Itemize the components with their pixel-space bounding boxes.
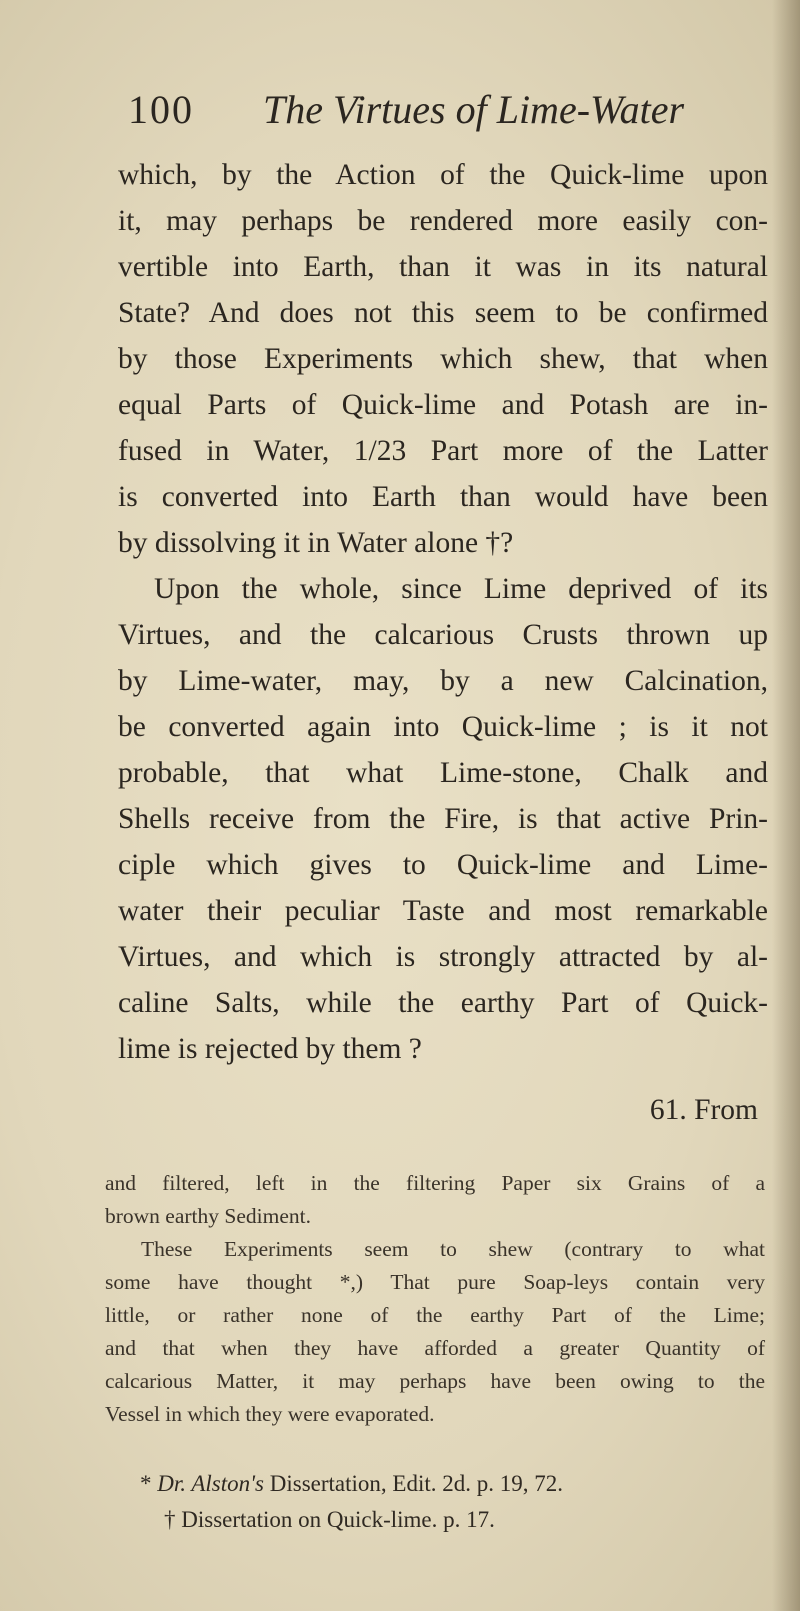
body-line: Shells receive from the Fire, is that active Prin-: [118, 803, 768, 835]
body-line: vertible into Earth, than it was in its natural: [118, 251, 768, 283]
footnote-mark: †: [164, 1507, 176, 1532]
footnote-text: Dissertation, Edit. 2d. p. 19, 72.: [264, 1471, 563, 1496]
note-line: brown earthy Sediment.: [105, 1204, 311, 1228]
page-number: 100: [128, 87, 194, 132]
footnote-author: Dr. Alston's: [157, 1471, 264, 1496]
body-line: it, may perhaps be rendered more easily con-: [118, 205, 768, 237]
body-line: Virtues, and the calcarious Crusts thrown up: [118, 619, 768, 651]
body-line: is converted into Earth than would have been: [118, 481, 768, 513]
footnote: [140, 1502, 760, 1538]
page-header: [128, 80, 728, 140]
body-text: [118, 152, 768, 1072]
body-line: by dissolving it in Water alone †?: [118, 527, 514, 559]
body-line: which, by the Action of the Quick-lime upon: [118, 159, 768, 191]
running-title: The Virtues of Lime-Water: [263, 87, 685, 132]
note-line: calcarious Matter, it may perhaps have been owing to the: [105, 1369, 765, 1393]
footnote: [140, 1466, 760, 1502]
body-line: by those Experiments which shew, that when: [118, 343, 768, 375]
footnote-mark: *: [140, 1471, 152, 1496]
footnote-text: Dissertation on Quick-lime. p. 17.: [175, 1507, 495, 1532]
note-line: These Experiments seem to shew (contrary to what: [141, 1237, 765, 1261]
body-line: by Lime-water, may, by a new Calcination,: [118, 665, 768, 697]
body-line: lime is rejected by them ?: [118, 1033, 422, 1065]
body-line: probable, that what Lime-stone, Chalk and: [118, 757, 768, 789]
body-line: caline Salts, while the earthy Part of Quick-: [118, 987, 768, 1019]
note-line: and that when they have afforded a greater Quantity of: [105, 1336, 765, 1360]
body-line: be converted again into Quick-lime ; is it not: [118, 711, 768, 743]
body-line: fused in Water, 1/23 Part more of the Latter: [118, 435, 768, 467]
note-line: little, or rather none of the earthy Part of the Lime;: [105, 1303, 765, 1327]
body-line: State? And does not this seem to be confirmed: [118, 297, 768, 329]
note-text: [105, 1167, 765, 1431]
body-line: ciple which gives to Quick-lime and Lime-: [118, 849, 768, 881]
catchword: 61. From: [649, 1094, 758, 1126]
body-line: water their peculiar Taste and most remarkable: [118, 895, 768, 927]
footnotes: [140, 1466, 760, 1538]
body-line: equal Parts of Quick-lime and Potash are in-: [118, 389, 768, 421]
body-line: Virtues, and which is strongly attracted by al-: [118, 941, 768, 973]
note-line: Vessel in which they were evaporated.: [105, 1402, 435, 1426]
note-line: and filtered, left in the filtering Paper six Grains of a: [105, 1171, 765, 1195]
body-line: Upon the whole, since Lime deprived of its: [154, 573, 768, 605]
note-line: some have thought *,) That pure Soap-leys contain very: [105, 1270, 765, 1294]
